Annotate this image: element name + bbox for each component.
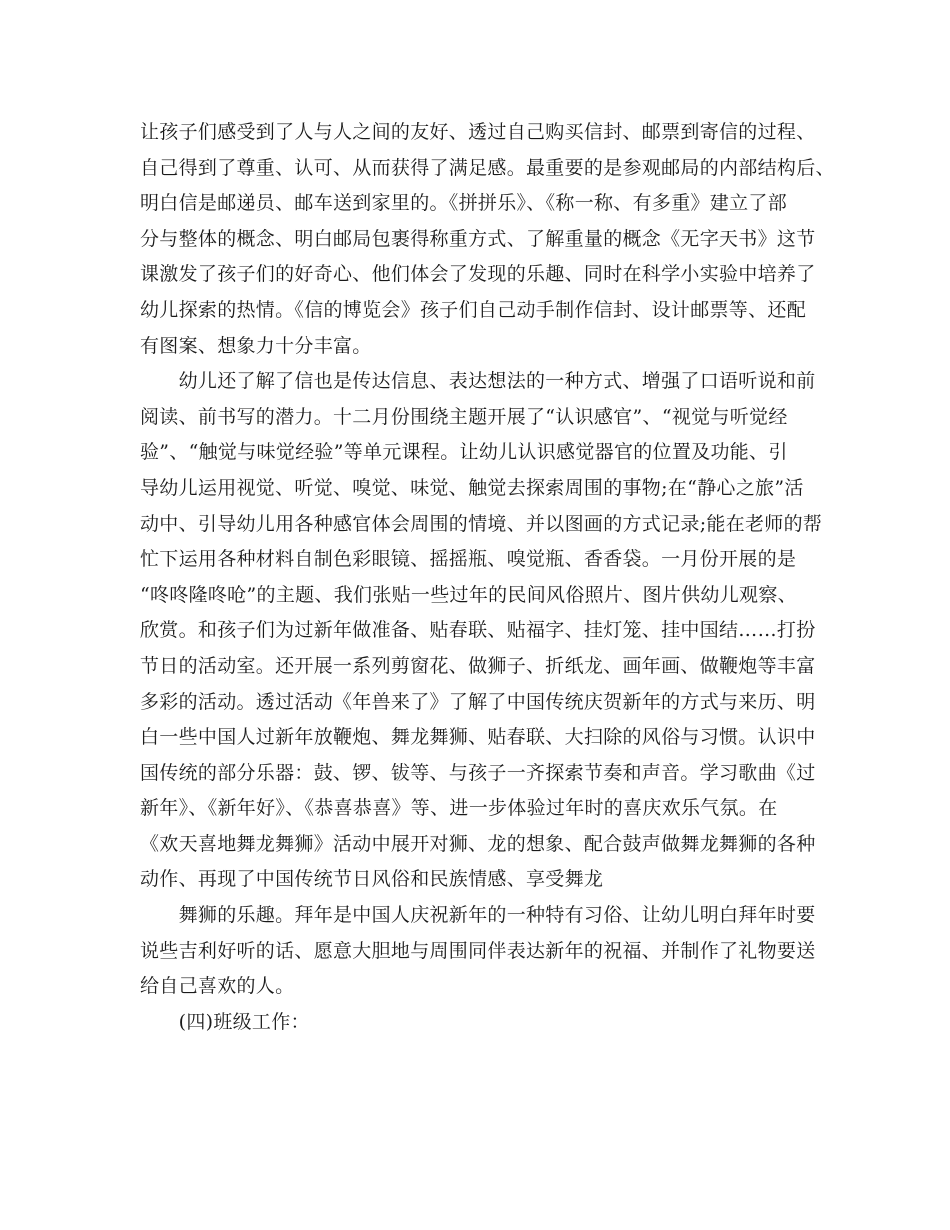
paragraph-2 <box>140 364 823 898</box>
document-body <box>140 115 835 1040</box>
section-heading <box>140 1005 816 1041</box>
text-line: 自己得到了尊重、认可、从而获得了满足感。最重要的是参观邮局的内部结构后、 <box>140 156 835 179</box>
text-line: 给自己喜欢的人。 <box>140 975 295 998</box>
text-line: 有图案、想象力十分丰富。 <box>140 334 372 357</box>
text-line: 幼儿探索的热情。《信的博览会》孩子们自己动手制作信封、设计邮票等、还配 <box>140 298 807 321</box>
text-line: 幼儿还了解了信也是传达信息、表达想法的一种方式、增强了口语听说和前 <box>140 370 816 393</box>
text-line: 明白信是邮递员、邮车送到家里的。《拼拼乐》、《称一称、有多重》建立了部 <box>140 192 788 215</box>
text-line: “咚咚隆咚呛”的主题、我们张贴一些过年的民间风俗照片、图片供幼儿观察、 <box>140 583 797 606</box>
text-line: 动中、引导幼儿用各种感官体会周围的情境、并以图画的方式记录;能在老师的帮 <box>140 512 823 535</box>
text-line: 分与整体的概念、明白邮局包裹得称重方式、了解重量的概念《无字天书》这节 <box>140 227 816 250</box>
text-line: 课激发了孩子们的好奇心、他们体会了发现的乐趣、同时在科学小实验中培养了 <box>140 263 816 286</box>
text-line: 阅读、前书写的潜力。十二月份围绕主题开展了“认识感官”、“视觉与听觉经 <box>140 405 788 428</box>
text-line: 新年》、《新年好》、《恭喜恭喜》等、进一步体验过年时的喜庆欢乐气氛。在 <box>140 797 778 820</box>
text-line: 导幼儿运用视觉、听觉、嗅觉、味觉、触觉去探索周围的事物;在“静心之旅”活 <box>140 476 804 499</box>
paragraph-1 <box>140 115 835 364</box>
paragraph-3 <box>140 898 816 1005</box>
text-line: 忙下运用各种材料自制色彩眼镜、摇摇瓶、嗅觉瓶、香香袋。一月份开展的是 <box>140 548 797 571</box>
text-line: 节日的活动室。还开展一系列剪窗花、做狮子、折纸龙、画年画、做鞭炮等丰富 <box>140 654 816 677</box>
text-line: 国传统的部分乐器：鼓、锣、钹等、与孩子一齐探索节奏和声音。学习歌曲《过 <box>140 761 816 784</box>
text-line: 验”、“触觉与味觉经验”等单元课程。让幼儿认识感觉器官的位置及功能、引 <box>140 441 788 464</box>
text-line: 白一些中国人过新年放鞭炮、舞龙舞狮、贴春联、大扫除的风俗与习惯。认识中 <box>140 726 816 749</box>
text-line: 多彩的活动。透过活动《年兽来了》了解了中国传统庆贺新年的方式与来历、明 <box>140 690 816 713</box>
text-line: 舞狮的乐趣。拜年是中国人庆祝新年的一种特有习俗、让幼儿明白拜年时要 <box>140 904 816 927</box>
text-line: 欣赏。和孩子们为过新年做准备、贴春联、贴福字、挂灯笼、挂中国结……打扮 <box>140 619 816 642</box>
text-line: 说些吉利好听的话、愿意大胆地与周围同伴表达新年的祝福、并制作了礼物要送 <box>140 939 816 962</box>
text-line: 《欢天喜地舞龙舞狮》活动中展开对狮、龙的想象、配合鼓声做舞龙舞狮的各种 <box>140 832 816 855</box>
section-heading-text: (四)班级工作： <box>140 1010 310 1033</box>
text-line: 让孩子们感受到了人与人之间的友好、透过自己购买信封、邮票到寄信的过程、 <box>140 121 816 143</box>
text-line: 动作、再现了中国传统节日风俗和民族情感、享受舞龙 <box>140 868 604 891</box>
